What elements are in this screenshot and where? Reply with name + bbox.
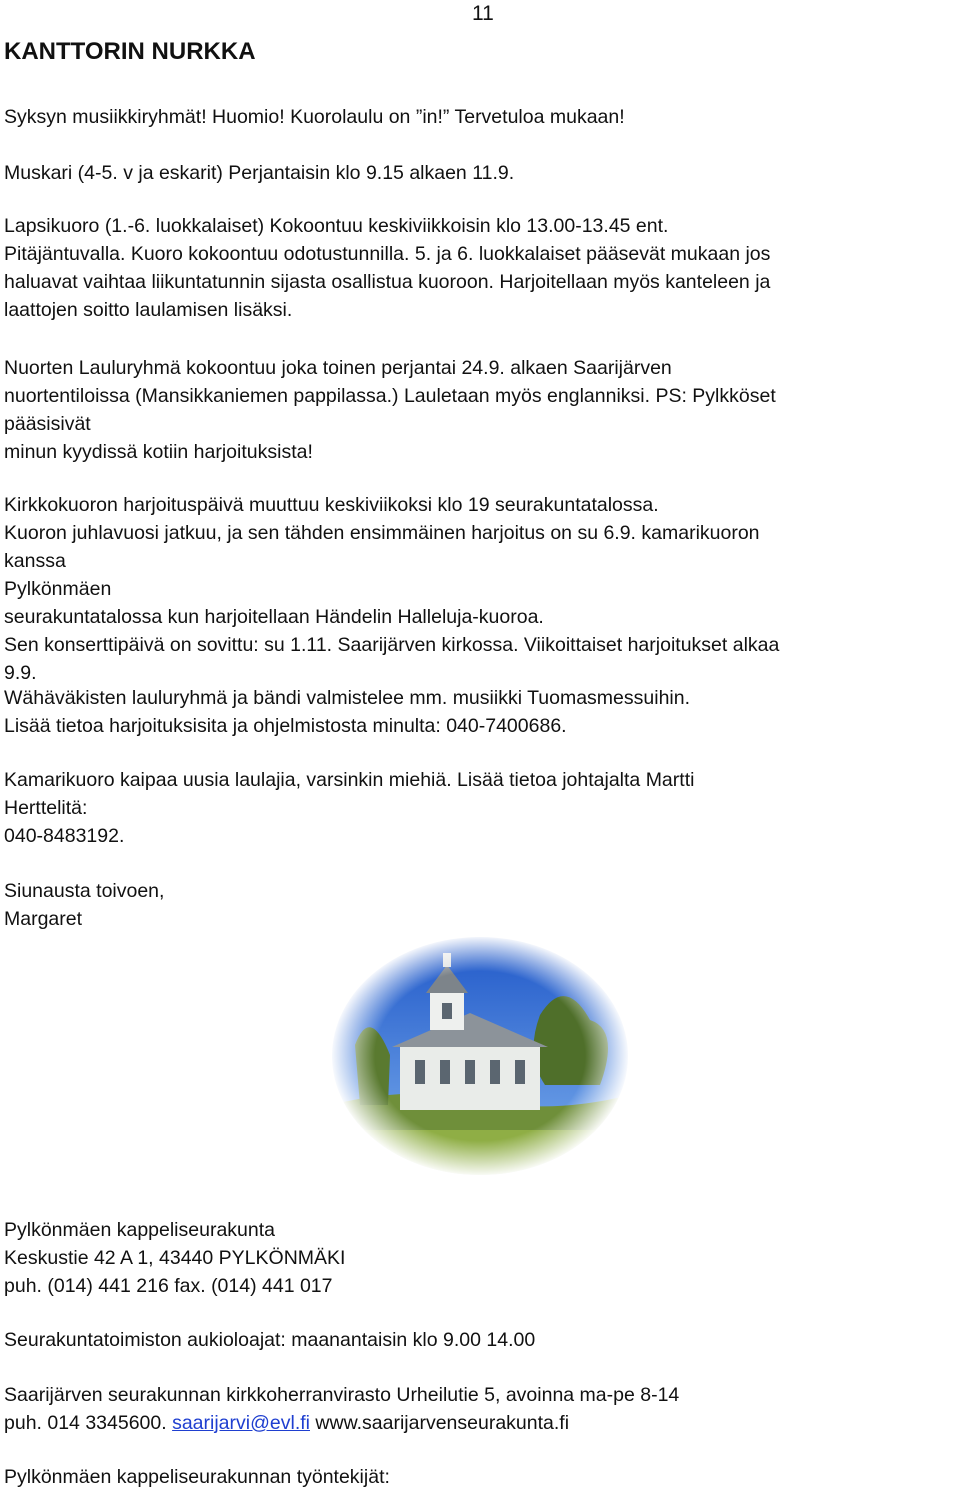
church-photo <box>330 935 630 1177</box>
muskari-paragraph: Muskari (4-5. v ja eskarit) Perjantaisin klo 9.15 alkaen 11.9. <box>4 162 515 184</box>
staff-heading: Pylkönmäen kappeliseurakunnan työntekijät: <box>4 1466 390 1488</box>
nuorten-paragraph: Nuorten Lauluryhmä kokoontuu joka toinen perjantai 24.9. alkaen Saarijärven nuortentiloissa (Mansikkaniemen pappilassa.) Lauletaan myös englanniksi. PS: Pylkköset pääsisivät minun kyydissä kotiin harjoituksista! <box>4 357 776 463</box>
kirkkokuoro-paragraph: Kirkkokuoron harjoituspäivä muuttuu keskiviikoksi klo 19 seurakuntatalossa. Kuoron juhlavuosi jatkuu, ja sen tähden ensimmäinen harjoitus on su 6.9. kamarikuoron kanssa Pylkönmäen seurakuntatalossa kun harjoitellaan Händelin Halleluja-kuoroa. Sen konserttipäivä on sovittu: su 1.11. Saarijärven kirkossa. Viikoittaiset harjoitukset alkaa 9.9. <box>4 494 780 684</box>
address-block: Pylkönmäen kappeliseurakunta Keskustie 42 A 1, 43440 PYLKÖNMÄKI puh. (014) 441 216 fax. (014) 441 017 <box>4 1219 346 1297</box>
office-hours: Seurakuntatoimiston aukioloajat: maanantaisin klo 9.00 14.00 <box>4 1329 536 1351</box>
page-title: KANTTORIN NURKKA <box>4 38 256 65</box>
intro-paragraph: Syksyn musiikkiryhmät! Huomio! Kuorolaulu on ”in!” Tervetuloa mukaan! <box>4 106 625 128</box>
email-link[interactable]: saarijarvi@evl.fi <box>172 1412 310 1434</box>
wahavakiset-paragraph: Wähäväkisten lauluryhmä ja bändi valmistelee mm. musiikki Tuomasmessuihin. Lisää tietoa harjoituksisita ja ohjelmistosta minulta: 040-7400686. <box>4 687 691 737</box>
signature: Siunausta toivoen, Margaret <box>4 880 165 930</box>
page-number: 11 <box>472 2 494 25</box>
parish-info: Saarijärven seurakunnan kirkkoherranvirasto Urheilutie 5, avoinna ma-pe 8-14 puh. 014 3345600. saarijarvi@evl.fi www.saarijarvenseurakunta.fi <box>4 1384 680 1434</box>
kamarikuoro-paragraph: Kamarikuoro kaipaa uusia laulajia, varsinkin miehiä. Lisää tietoa johtajalta Martti Herttelitä: 040-8483192. <box>4 769 695 847</box>
lapsikuoro-paragraph: Lapsikuoro (1.-6. luokkalaiset) Kokoontuu keskiviikkoisin klo 13.00-13.45 ent. Pitäjäntuvalla. Kuoro kokoontuu odotustunnilla. 5. ja 6. luokkalaiset pääsevät mukaan jos haluavat vaihtaa liikuntatunnin sijasta osallistua kuoroon. Harjoitellaan myös kanteleen ja laattojen soitto laulamisen lisäksi. <box>4 215 771 321</box>
website-text: www.saarijarvenseurakunta.fi <box>315 1412 570 1434</box>
